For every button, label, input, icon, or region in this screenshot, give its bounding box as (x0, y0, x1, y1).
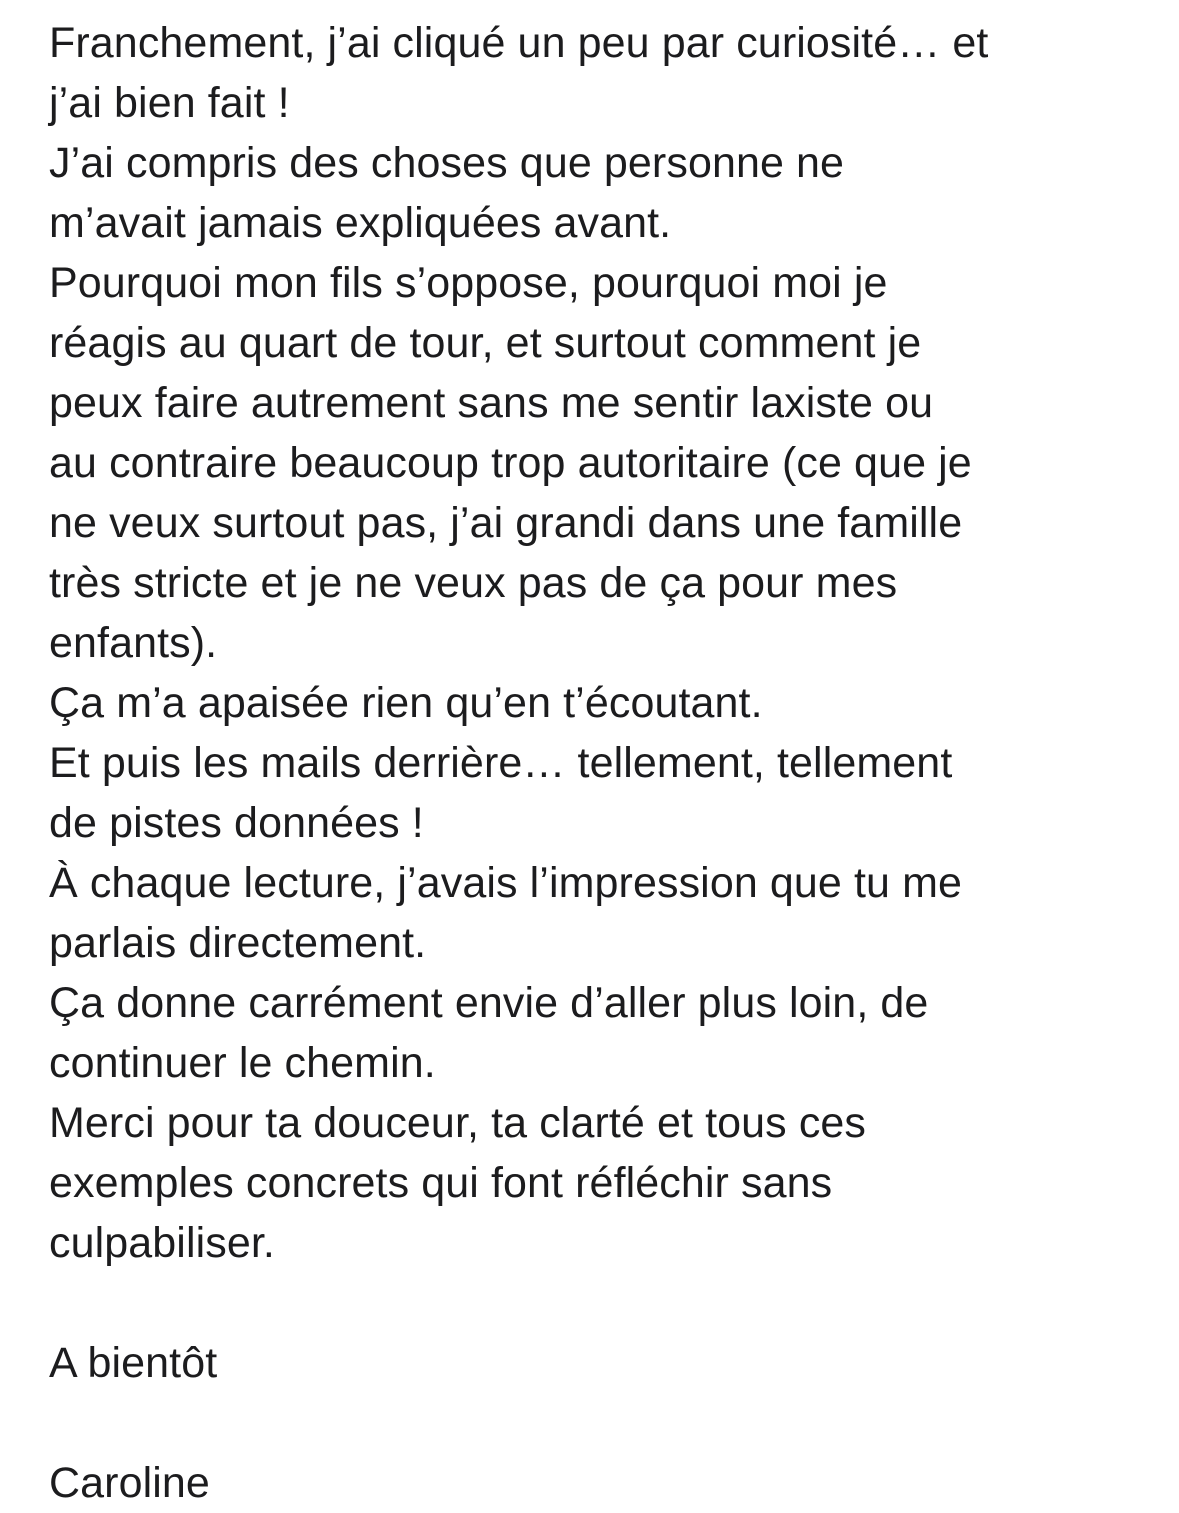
message-line: ne veux surtout pas, j’ai grandi dans une famille (49, 499, 963, 547)
message-line: Ça m’a apaisée rien qu’en t’écoutant. (49, 679, 763, 727)
signature-text: Caroline (49, 1459, 210, 1507)
message-line: Pourquoi mon fils s’oppose, pourquoi moi je (49, 259, 888, 307)
closing-text: A bientôt (49, 1339, 218, 1387)
message-line: peux faire autrement sans me sentir laxiste ou (49, 379, 934, 427)
message-line: Ça donne carrément envie d’aller plus loin, de (49, 979, 929, 1027)
message-line: parlais directement. (49, 919, 427, 967)
message-line: exemples concrets qui font réfléchir sans (49, 1159, 833, 1207)
message-line: enfants). (49, 619, 218, 667)
message-line: Merci pour ta douceur, ta clarté et tous ces (49, 1099, 867, 1147)
message-line: J’ai compris des choses que personne ne (49, 139, 845, 187)
message-line: Et puis les mails derrière… tellement, tellement (49, 739, 953, 787)
message-line: continuer le chemin. (49, 1039, 436, 1087)
message-line: m’avait jamais expliquées avant. (49, 199, 672, 247)
blank-line (49, 1273, 1149, 1333)
blank-line (49, 1393, 1149, 1453)
message-line: au contraire beaucoup trop autoritaire (ce que je (49, 439, 972, 487)
message-line: À chaque lecture, j’avais l’impression que tu me (49, 859, 963, 907)
message-line: j’ai bien fait ! (49, 79, 290, 127)
message-line: de pistes données ! (49, 799, 424, 847)
message-line: Franchement, j’ai cliqué un peu par curiosité… et (49, 19, 989, 67)
message-line: culpabiliser. (49, 1219, 275, 1267)
message-line: très stricte et je ne veux pas de ça pour mes (49, 559, 898, 607)
message-text (49, 13, 1149, 1513)
message-line: réagis au quart de tour, et surtout comment je (49, 319, 922, 367)
